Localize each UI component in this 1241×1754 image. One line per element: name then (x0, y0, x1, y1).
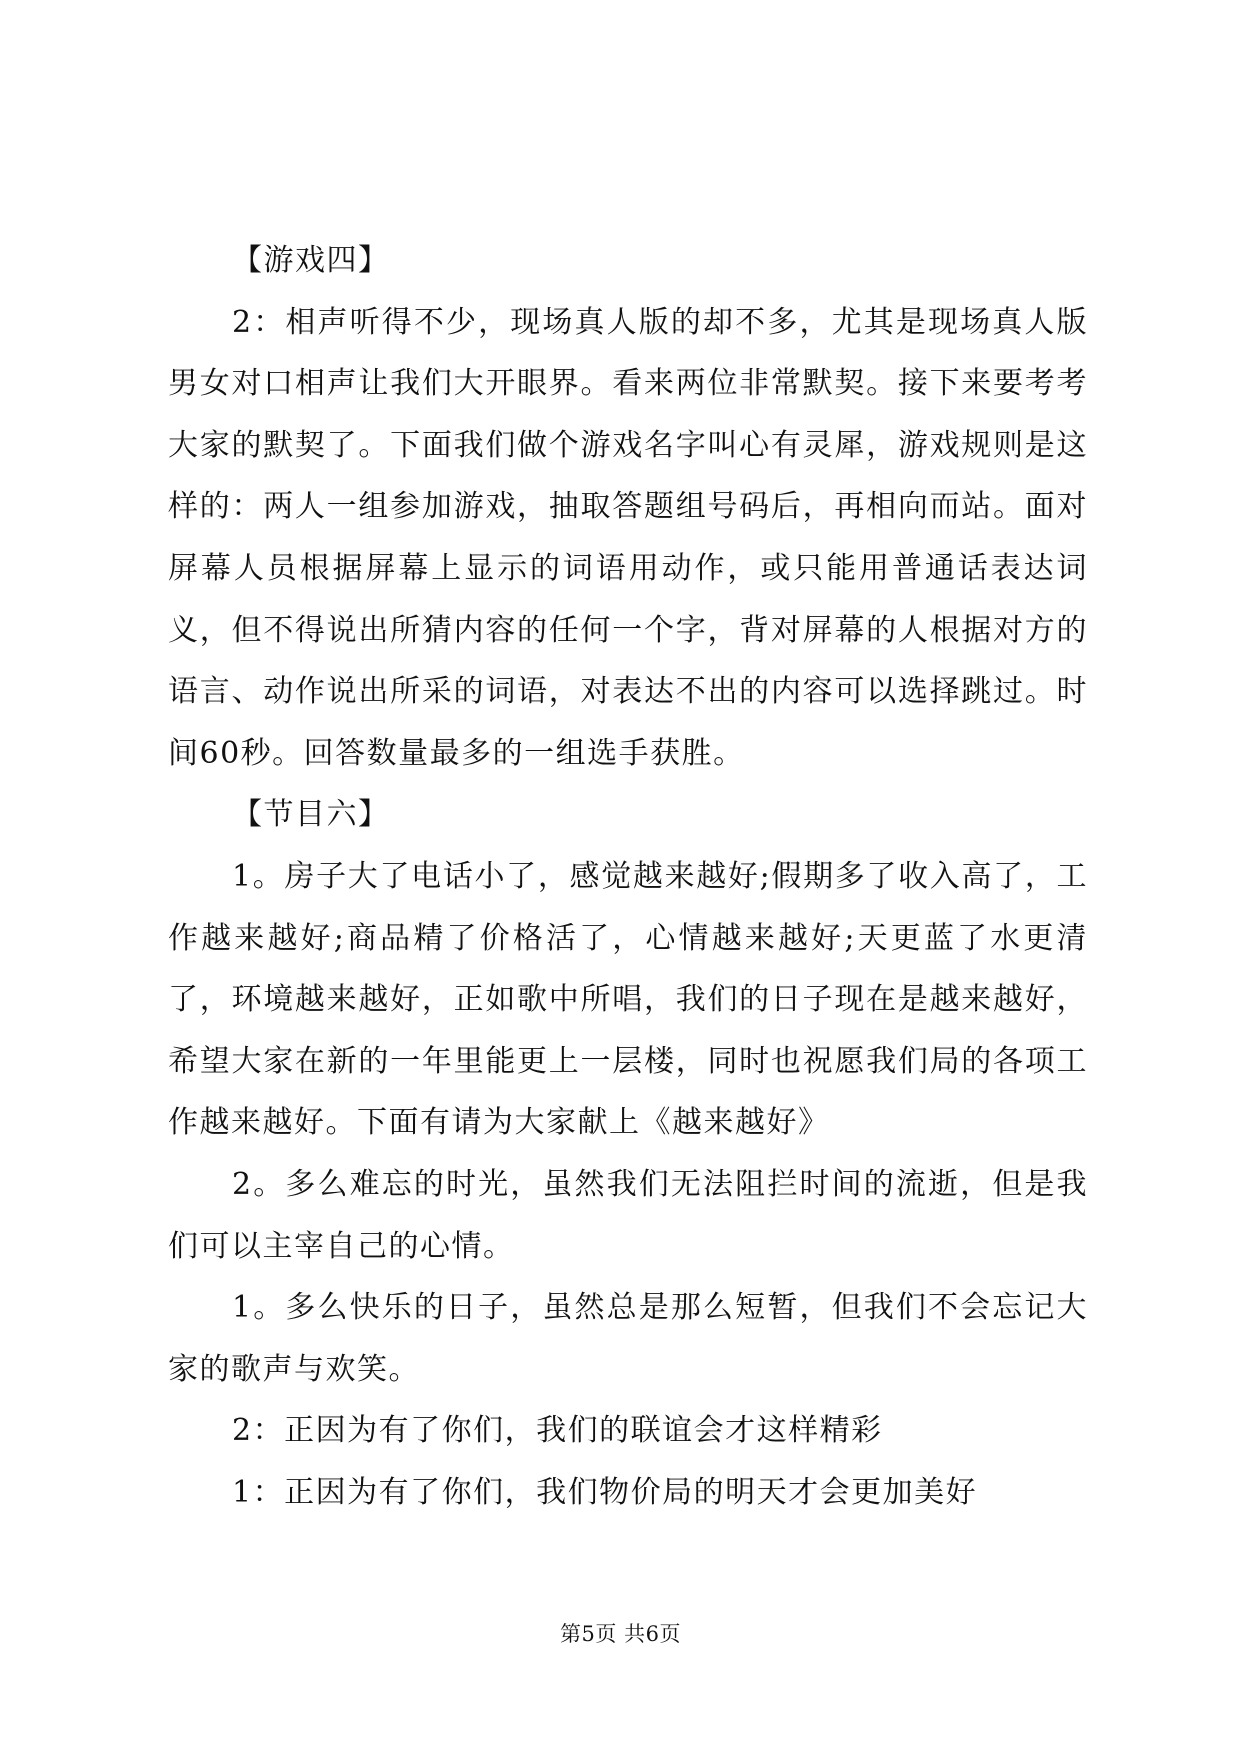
page-footer: 第5页 共6页 (560, 1622, 681, 1646)
paragraph-party-wonderful: 2：正因为有了你们，我们的联谊会才这样精彩 (232, 1413, 883, 1449)
paragraph-memorable-time: 2。多么难忘的时光，虽然我们无法阻拦时间的流逝，但是我们可以主宰自己的心情。 (168, 1166, 1088, 1264)
document-body (168, 230, 1088, 1523)
section-heading-program-six: 【节目六】 (232, 797, 390, 833)
section-heading-game-four: 【游戏四】 (232, 243, 390, 278)
paragraph-happy-days: 1。多么快乐的日子，虽然总是那么短暂，但我们不会忘记大家的歌声与欢笑。 (168, 1290, 1088, 1387)
paragraph-game-rules: 2：相声听得不少，现场真人版的却不多，尤其是现场真人版男女对口相声让我们大开眼界。看来两位非常默契。接下来要考考大家的默契了。下面我们做个游戏名字叫心有灵犀，游戏规则是这样的：两人一组参加游戏，抽取答题组号码后，再相向而站。面对屏幕人员根据屏幕上显示的词语用动作，或只能用普通话表达词义，但不得说出所猜内容的任何一个字，背对屏幕的人根据对方的语言、动作说出所采的词语，对表达不出的内容可以选择跳过。时间60秒。回答数量最多的一组选手获胜。 (168, 304, 1088, 771)
paragraph-bureau-future: 1：正因为有了你们，我们物价局的明天才会更加美好 (232, 1474, 978, 1510)
paragraph-getting-better: 1。房子大了电话小了，感觉越来越好;假期多了收入高了，工作越来越好;商品精了价格活了，心情越来越好;天更蓝了水更清了，环境越来越好，正如歌中所唱，我们的日子现在是越来越好，希望大家在新的一年里能更上一层楼，同时也祝愿我们局的各项工作越来越好。下面有请为大家献上《越来越好》 (168, 858, 1088, 1141)
